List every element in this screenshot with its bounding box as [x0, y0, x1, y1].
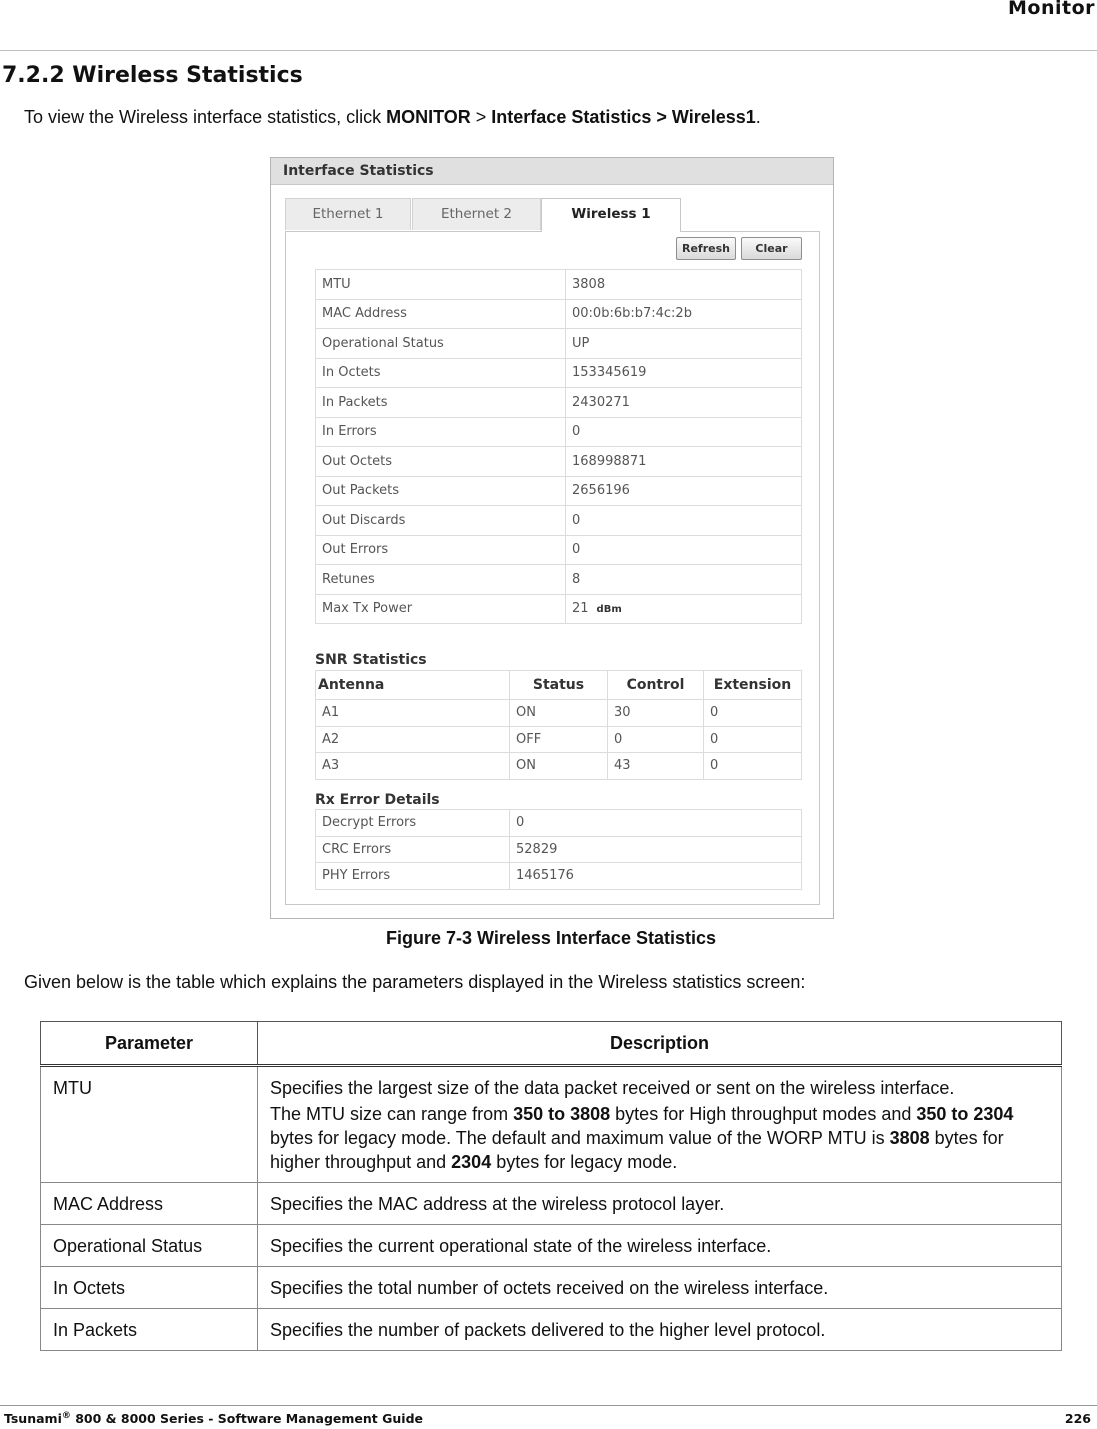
- parameter-column-header: Parameter: [41, 1022, 258, 1066]
- snr-column-header: Extension: [704, 671, 802, 700]
- footer-registered-mark: ®: [61, 1411, 71, 1421]
- intro-menu: MONITOR: [386, 107, 471, 127]
- stat-value-text: 21: [572, 601, 589, 617]
- intro-text: To view the Wireless interface statistics, click: [24, 107, 387, 127]
- snr-cell: 30: [608, 700, 704, 727]
- stat-value-text: 00:0b:6b:b7:4c:2b: [572, 306, 692, 322]
- snr-cell: 43: [608, 753, 704, 780]
- mtu-range-legacy: 350 to 2304: [916, 1104, 1014, 1124]
- stat-label: Max Tx Power: [316, 594, 566, 624]
- rx-error-value: 0: [510, 810, 802, 837]
- stats-row: [316, 358, 802, 388]
- stat-value: [566, 329, 802, 359]
- mtu-default-legacy: 2304: [451, 1152, 492, 1172]
- stat-label: Retunes: [316, 565, 566, 595]
- stat-value-text: 0: [572, 512, 581, 528]
- snr-row: [316, 726, 802, 753]
- stats-row: [316, 388, 802, 418]
- stat-value: [566, 447, 802, 477]
- stat-value-text: 153345619: [572, 365, 647, 381]
- table-row: [41, 1225, 1062, 1267]
- stat-label: Out Packets: [316, 476, 566, 506]
- snr-cell: OFF: [510, 726, 608, 753]
- tab-ethernet-2[interactable]: Ethernet 2: [412, 198, 541, 230]
- stats-row: [316, 565, 802, 595]
- interface-statistics-screenshot: [270, 157, 834, 919]
- mtu-default-ht: 3808: [889, 1128, 930, 1148]
- stat-value: [566, 594, 802, 624]
- stat-value: [566, 535, 802, 565]
- stat-value-text: 0: [572, 424, 581, 440]
- snr-cell: A2: [316, 726, 510, 753]
- snr-column-header: Control: [608, 671, 704, 700]
- snr-cell: 0: [608, 726, 704, 753]
- param-name: MTU: [41, 1066, 258, 1183]
- table-row: [41, 1066, 1062, 1183]
- page-number: 226: [1064, 1411, 1091, 1426]
- mtu-desc-line: Specifies the largest size of the data packet received or sent on the wireless interface.: [270, 1078, 955, 1098]
- parameter-table: [40, 1021, 1062, 1351]
- stats-row: [316, 329, 802, 359]
- stat-label: MAC Address: [316, 299, 566, 329]
- mtu-text: bytes for legacy mode. The default and maximum value of the WORP MTU is: [270, 1128, 890, 1148]
- footer-guide-name: 800 & 8000 Series - Software Management Guide: [70, 1411, 424, 1427]
- stats-row: [316, 447, 802, 477]
- snr-cell: ON: [510, 753, 608, 780]
- rx-error-value: 52829: [510, 836, 802, 863]
- stat-value: [566, 358, 802, 388]
- mtu-range-ht: 350 to 3808: [513, 1104, 611, 1124]
- snr-statistics-heading: SNR Statistics: [315, 652, 427, 668]
- stat-value-text: 8: [572, 571, 581, 587]
- rx-error-row: [316, 863, 802, 890]
- stat-value-text: 0: [572, 542, 581, 558]
- lead-paragraph: Given below is the table which explains the parameters displayed in the Wireless statistics screen:: [24, 972, 806, 992]
- param-name: Operational Status: [41, 1225, 258, 1267]
- stats-row: [316, 506, 802, 536]
- panel-title: Interface Statistics: [271, 158, 833, 185]
- stat-value: [566, 299, 802, 329]
- snr-cell: 0: [704, 753, 802, 780]
- rx-error-label: Decrypt Errors: [316, 810, 510, 837]
- param-name: MAC Address: [41, 1183, 258, 1225]
- refresh-button[interactable]: Refresh: [676, 237, 736, 260]
- stat-label: Out Octets: [316, 447, 566, 477]
- stat-value: [566, 270, 802, 300]
- stat-label: In Octets: [316, 358, 566, 388]
- stat-label: In Packets: [316, 388, 566, 418]
- rx-error-row: [316, 810, 802, 837]
- description-column-header: Description: [258, 1022, 1062, 1066]
- stats-row: [316, 535, 802, 565]
- intro-paragraph: [24, 107, 761, 128]
- snr-cell: A1: [316, 700, 510, 727]
- mtu-text: bytes for higher throughput and: [270, 1128, 1004, 1172]
- interface-stats-table: [315, 269, 802, 624]
- stat-unit: dBm: [596, 604, 622, 616]
- mtu-text: bytes for legacy mode.: [491, 1152, 678, 1172]
- snr-column-header: Antenna: [316, 671, 510, 700]
- snr-cell: A3: [316, 753, 510, 780]
- param-description: Specifies the current operational state of the wireless interface.: [258, 1225, 1062, 1267]
- param-description: Specifies the number of packets delivered to the higher level protocol.: [258, 1309, 1062, 1351]
- rx-error-row: [316, 836, 802, 863]
- stat-value-text: 2430271: [572, 394, 630, 410]
- snr-row: [316, 700, 802, 727]
- mtu-text: bytes for High throughput modes and: [610, 1104, 917, 1124]
- snr-cell: 0: [704, 700, 802, 727]
- stat-value-text: 2656196: [572, 483, 630, 499]
- tab-strip: [285, 198, 819, 232]
- intro-path: Interface Statistics > Wireless1: [491, 107, 756, 127]
- tab-wireless-1[interactable]: Wireless 1: [541, 198, 681, 232]
- intro-end: .: [755, 107, 761, 127]
- rx-error-value: 1465176: [510, 863, 802, 890]
- param-description: Specifies the MAC address at the wireless protocol layer.: [258, 1183, 1062, 1225]
- stat-value: [566, 388, 802, 418]
- param-description: Specifies the total number of octets received on the wireless interface.: [258, 1267, 1062, 1309]
- stat-value: [566, 476, 802, 506]
- footer-title: [4, 1411, 423, 1426]
- figure-caption: Figure 7-3 Wireless Interface Statistics: [386, 928, 716, 948]
- intro-sep: >: [470, 107, 492, 127]
- tab-ethernet-1[interactable]: Ethernet 1: [285, 198, 411, 230]
- stats-row: [316, 270, 802, 300]
- stat-label: MTU: [316, 270, 566, 300]
- table-row: [41, 1267, 1062, 1309]
- stats-row: [316, 476, 802, 506]
- rx-error-label: CRC Errors: [316, 836, 510, 863]
- snr-column-header: Status: [510, 671, 608, 700]
- stat-value: [566, 506, 802, 536]
- footer-product: Tsunami: [4, 1411, 62, 1427]
- param-name: In Octets: [41, 1267, 258, 1309]
- stats-row: [316, 594, 802, 624]
- rx-error-label: PHY Errors: [316, 863, 510, 890]
- stat-value-text: UP: [572, 335, 590, 351]
- section-heading: 7.2.2 Wireless Statistics: [2, 63, 303, 88]
- stat-label: Operational Status: [316, 329, 566, 359]
- stats-row: [316, 299, 802, 329]
- stat-label: Out Errors: [316, 535, 566, 565]
- param-name: In Packets: [41, 1309, 258, 1351]
- stat-value: [566, 417, 802, 447]
- snr-table: [315, 670, 802, 780]
- header-divider: [0, 50, 1097, 51]
- snr-cell: ON: [510, 700, 608, 727]
- mtu-text: The MTU size can range from: [270, 1104, 514, 1124]
- snr-cell: 0: [704, 726, 802, 753]
- stat-value-text: 3808: [572, 276, 606, 292]
- clear-button[interactable]: Clear: [741, 237, 802, 260]
- stat-value-text: 168998871: [572, 453, 647, 469]
- mtu-desc-range: [270, 1102, 1049, 1174]
- rx-error-details-heading: Rx Error Details: [315, 792, 440, 808]
- table-row: [41, 1183, 1062, 1225]
- param-description: [258, 1066, 1062, 1183]
- footer-divider: [0, 1405, 1097, 1406]
- stats-row: [316, 417, 802, 447]
- running-header-title: Monitor: [1007, 0, 1095, 19]
- rx-error-table: [315, 809, 802, 890]
- table-row: [41, 1309, 1062, 1351]
- snr-row: [316, 753, 802, 780]
- stat-label: Out Discards: [316, 506, 566, 536]
- stat-value: [566, 565, 802, 595]
- stat-label: In Errors: [316, 417, 566, 447]
